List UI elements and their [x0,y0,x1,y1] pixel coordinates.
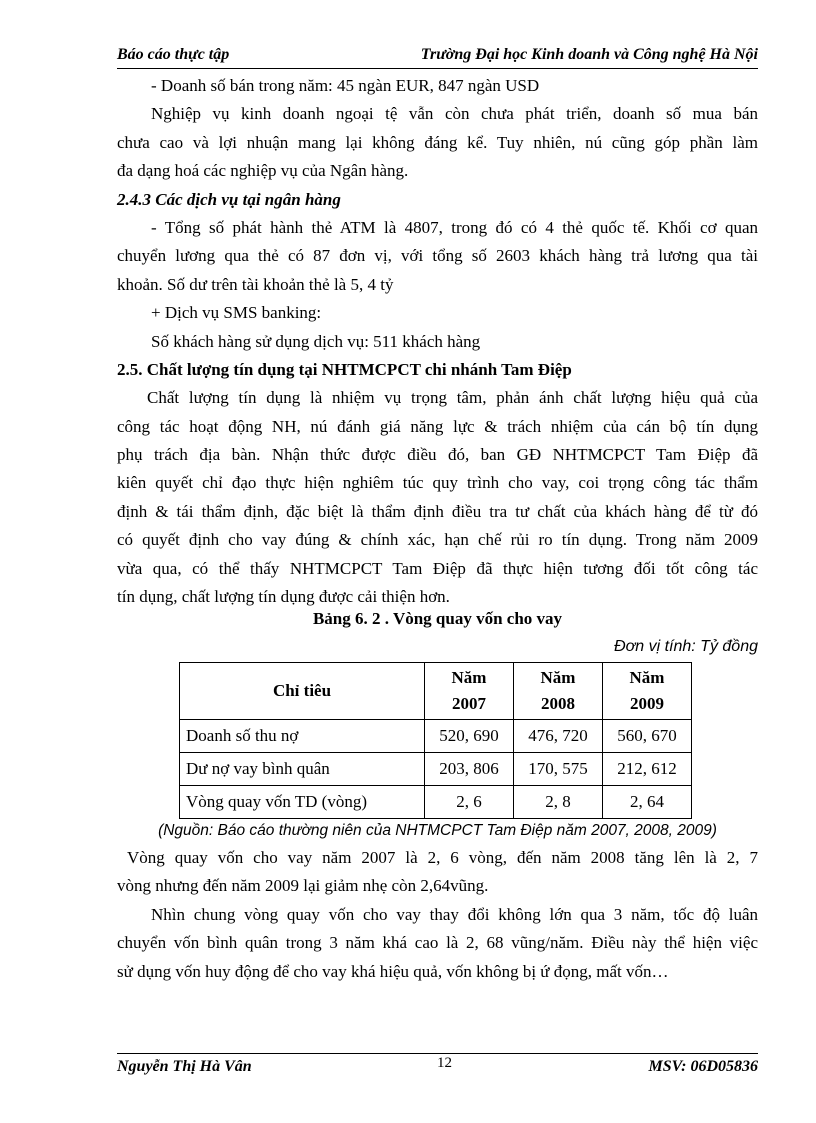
header-university: Trường Đại học Kinh doanh và Công nghệ Hà Nội [420,46,758,63]
column-header-2007 [425,663,514,720]
table-source-note: (Nguồn: Báo cáo thường niên của NHTMCPCT Tam Điệp năm 2007, 2008, 2009) [158,822,717,839]
table-unit: Đơn vị tính: Tỷ đồng [614,638,758,655]
paragraph-line: tín dụng, chất lượng tín dụng được cải thiện hơn. [117,587,450,607]
year-value: 2007 [452,694,486,713]
paragraph-line: kiên quyết chỉ đạo thực hiện nghiêm túc quy trình cho vay, coi trọng công tác thẩm [117,473,758,493]
cell-value: 2, 6 [425,786,514,819]
year-word: Năm [629,668,665,687]
footer-rule [117,1053,758,1054]
sales-line: - Doanh số bán trong năm: 45 ngàn EUR, 847 ngàn USD [151,76,540,95]
cell-value: 203, 806 [425,753,514,786]
row-label: Dư nợ vay bình quân [180,753,425,786]
paragraph-line: sử dụng vốn huy động để cho vay khá hiệu quả, vốn không bị ứ đọng, mất vốn… [117,961,669,981]
section-heading-2-4-3: 2.4.3 Các dịch vụ tại ngân hàng [117,189,341,209]
paragraph-line: Nhìn chung vòng quay vốn cho vay thay đổi không lớn qua 3 năm, tốc độ luân [151,904,758,924]
year-word: Năm [540,668,576,687]
paragraph-line: có quyết định cho vay đúng & chính xác, hạn chế rủi ro tín dụng. Trong năm 2009 [117,530,758,550]
paragraph-line: chuyển lương qua thẻ có 87 đơn vị, với tổng số 2603 khách hàng trả lương qua tài [117,246,758,266]
footer-author: Nguyễn Thị Hà Vân [117,1058,252,1075]
cell-value: 520, 690 [425,720,514,753]
table-row [180,720,692,753]
paragraph-line: chuyển vốn bình quân trong 3 năm khá cao là 2, 68 vũng/năm. Điều này thể hiện việc [117,933,758,953]
section-heading-2-5: 2.5. Chất lượng tín dụng tại NHTMCPCT chi nhánh Tam Điệp [117,359,572,379]
year-word: Năm [451,668,487,687]
table-header-row [180,663,692,720]
row-label: Doanh số thu nợ [180,720,425,753]
paragraph-line: - Tổng số phát hành thẻ ATM là 4807, trong đó có 4 thẻ quốc tế. Khối cơ quan [151,217,758,237]
page-header [117,44,758,68]
paragraph-line: công tác hoạt động NH, nú đánh giá năng lực & trách nhiệm của cán bộ tín dụng [117,416,758,436]
paragraph-line: khoản. Số dư trên tài khoản thẻ là 5, 4 tỷ [117,274,394,294]
table-title: Bảng 6. 2 . Vòng quay vốn cho vay [312,609,563,628]
paragraph-line: Vòng quay vốn cho vay năm 2007 là 2, 6 vòng, đến năm 2008 tăng lên là 2, 7 [127,848,758,867]
sms-banking-line: + Dịch vụ SMS banking: [151,303,322,323]
header-rule [117,68,758,69]
loan-turnover-table [179,662,692,819]
table-row [180,786,692,819]
cell-value: 212, 612 [603,753,692,786]
paragraph-line: vòng nhưng đến năm 2009 lại giảm nhẹ còn 2,64vũng. [117,876,489,896]
cell-value: 170, 575 [514,753,603,786]
page-number: 12 [437,1055,452,1071]
paragraph-line: phụ trách địa bàn. Nhận thức được điều đó, ban GĐ NHTMCPCT Tam Điệp đã [117,445,758,465]
paragraph-line: đa dạng hoá các nghiệp vụ của Ngân hàng. [117,161,409,181]
footer-student-id: MSV: 06D05836 [648,1058,758,1075]
sms-customers-line: Số khách hàng sử dụng dịch vụ: 511 khách hàng [151,331,481,351]
cell-value: 560, 670 [603,720,692,753]
cell-value: 476, 720 [514,720,603,753]
table-row [180,753,692,786]
column-header-indicator: Chỉ tiêu [180,663,425,720]
body-bottom [117,844,758,986]
body-top [117,72,758,611]
paragraph-line: Chất lượng tín dụng là nhiệm vụ trọng tâm, phản ánh chất lượng hiệu quả của [147,388,758,408]
paragraph-line: vừa qua, có thể thấy NHTMCPCT Tam Điệp đã thực hiện tương đối tốt công tác [117,558,758,578]
paragraph-line: chưa cao và lợi nhuận mang lại không đáng kể. Tuy nhiên, nú cũng góp phần làm [117,132,758,152]
year-value: 2009 [630,694,664,713]
column-header-2008 [514,663,603,720]
paragraph-line: Nghiệp vụ kinh doanh ngoại tệ vẫn còn chưa phát triển, doanh số mua bán [151,104,758,124]
paragraph-line: định & tái thẩm định, đặc biệt là thẩm định điều tra tư chất của khách hàng để từ đó [117,501,758,521]
column-header-2009 [603,663,692,720]
row-label: Vòng quay vốn TD (vòng) [180,786,425,819]
cell-value: 2, 8 [514,786,603,819]
cell-value: 2, 64 [603,786,692,819]
header-report-title: Báo cáo thực tập [117,46,230,63]
year-value: 2008 [541,694,575,713]
page-footer [117,1056,758,1080]
